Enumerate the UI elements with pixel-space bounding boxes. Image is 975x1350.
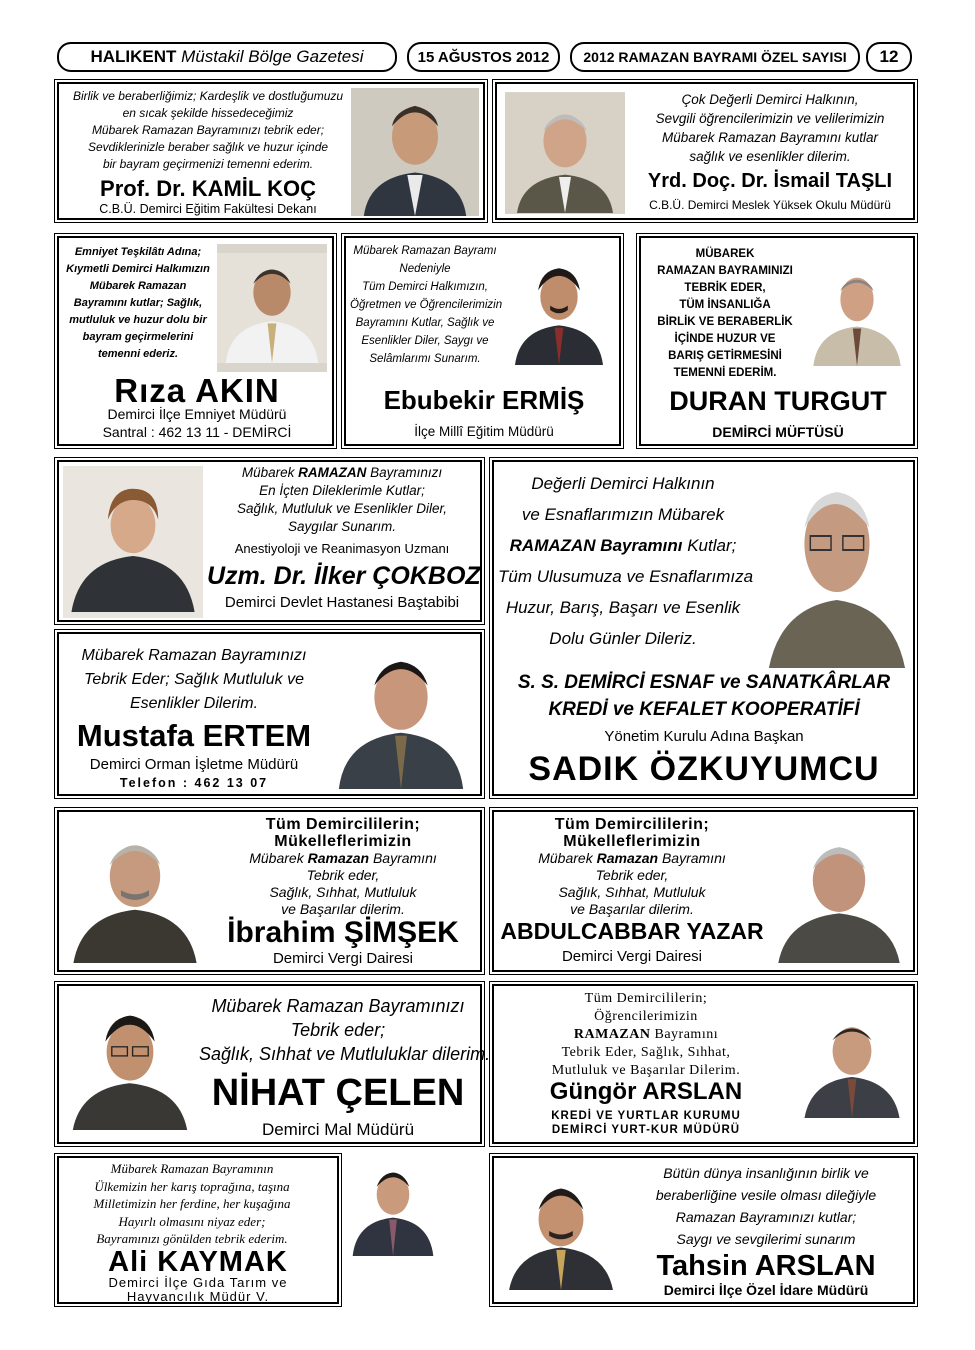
paper-subtitle: Müstakil Bölge Gazetesi [181, 47, 364, 66]
ad-kamil-koc [57, 82, 485, 220]
ad-message: Mübarek Ramazan Bayramı Nedeniyle Tüm Demirci Halkımızın, Öğretmen ve Öğrencilerimizin Bayramını Kutlar, Sağlık ve Esenlikler Diler, Saygı ve Selâmlarımı Sunarım. [350, 245, 503, 365]
ad-message: Mübarek Ramazan Bayramınızı Tebrik Eder; Sağlık Mutluluk ve Esenlikler Dilerim. [81, 647, 307, 712]
portrait-photo [760, 468, 908, 668]
ad-heading-1: Tüm Demircililerin; [265, 816, 421, 833]
ad-title: Demirci Devlet Hastanesi Baştabibi [224, 594, 460, 611]
issue-date: 15 AĞUSTOS 2012 [417, 48, 550, 66]
ad-title: DEMİRCİ MÜFTÜSÜ [712, 424, 844, 440]
page-number-pill [866, 42, 912, 72]
ad-message: Mübarek RAMAZAN Bayramınızı En İçten Dileklerimle Kutlar; Sağlık, Mutluluk ve Esenlikler Diler, Saygılar Sunarım. [236, 465, 448, 534]
ad-abdulcabbar-yazar [492, 810, 915, 972]
portrait-photo [770, 820, 908, 968]
portrait-photo [217, 244, 327, 372]
ad-message: Mübarek Ramazan Bayramını Tebrik eder, Sağlık, Sıhhat, Mutluluk ve Başarılar dilerim. [249, 850, 437, 917]
portrait-photo [317, 1160, 337, 1161]
ad-name: Mustafa ERTEM [76, 718, 312, 753]
issue-pill [570, 42, 860, 72]
ad-title: İlçe Millî Eğitim Müdürü [414, 424, 554, 439]
ad-title-2: DEMİRCİ YURT-KUR MÜDÜRÜ [551, 1124, 741, 1136]
ad-title-1: KREDİ VE YURTLAR KURUMU [551, 1110, 741, 1122]
ad-phone: Telefon : 462 13 07 [119, 776, 269, 790]
ad-duran-turgut [639, 236, 915, 446]
paper-name: HALIKENT [90, 47, 177, 66]
ad-message: Mübarek Ramazan Bayramını Tebrik eder, Sağlık, Sıhhat, Mutluluk ve Başarılar dilerim. [538, 850, 726, 917]
portrait-photo [798, 996, 906, 1132]
ad-name: NİHAT ÇELEN [211, 1072, 465, 1114]
ad-message: Tüm Demircililerin; Öğrencilerimizin RAMAZAN Bayramını Tebrik Eder, Sağlık, Sıhhat, Mutluluk ve Başarılar Dilerim. [551, 991, 741, 1078]
portrait-photo [327, 640, 475, 790]
ad-role: Yönetim Kurulu Adına Başkan [604, 728, 804, 745]
ad-message: MÜBAREK RAMAZAN BAYRAMINIZI TEBRİK EDER, TÜM İNSANLIĞA BİRLİK VE BERABERLİK İÇİNDE HUZUR VE BARIŞ GETİRMESİNİ TEMENNİ EDERİM. [657, 248, 793, 379]
ad-title: C.B.Ü. Demirci Meslek Yüksek Okulu Müdürü [649, 198, 891, 212]
ad-title-2: Hayvancılık Müdür V. [126, 1289, 270, 1304]
ad-nihat-celen [57, 984, 491, 1144]
ad-name: Yrd. Doç. Dr. İsmail TAŞLI [647, 170, 893, 192]
ad-org-line2: KREDİ ve KEFALET KOOPERATİFİ [548, 699, 860, 720]
portrait-photo [63, 466, 203, 618]
ad-ali-kaymak [57, 1156, 339, 1304]
issue-title: 2012 RAMAZAN BAYRAMI ÖZEL SAYISI [583, 49, 847, 65]
portrait-photo-kaymak [343, 1160, 443, 1256]
ad-riza-akin [57, 236, 334, 446]
ad-name: Rıza AKIN [114, 372, 280, 409]
ad-name: İbrahim ŞİMŞEK [227, 916, 459, 949]
ad-title: Demirci İlçe Özel İdare Müdürü [663, 1282, 869, 1298]
ad-message: Mübarek Ramazan Bayramınızı Tebrik eder; Sağlık, Sıhhat ve Mutluluklar dilerim. [199, 996, 491, 1064]
ad-title: C.B.Ü. Demirci Eğitim Fakültesi Dekanı [99, 202, 317, 216]
ad-sadik-ozkuyumcu [492, 460, 915, 796]
ad-name: Ebubekir ERMİŞ [383, 385, 585, 415]
page-number: 12 [879, 47, 899, 66]
ad-ismail-tasli [495, 82, 915, 220]
ad-ibrahim-simsek [57, 810, 482, 972]
ad-name: Tahsin ARSLAN [656, 1250, 876, 1282]
masthead-pill [57, 42, 397, 72]
ad-mustafa-ertem [57, 632, 482, 796]
ad-heading-2: Mükelleflerimizin [563, 833, 701, 850]
portrait-photo [65, 992, 195, 1138]
portrait-photo [351, 88, 479, 216]
ad-name: Ali KAYMAK [108, 1246, 288, 1278]
ad-title: Demirci Mal Müdürü [261, 1120, 415, 1139]
ad-name: DURAN TURGUT [669, 386, 887, 416]
ad-tahsin-arslan [492, 1156, 915, 1304]
date-pill [407, 42, 560, 72]
ad-ebubekir-ermis [344, 236, 621, 446]
ad-title: Demirci İlçe Emniyet Müdürü [107, 406, 287, 422]
ad-message: Bütün dünya insanlığının birlik ve beraberliğine vesile olması dileğiyle Ramazan Bayramınızı kutlar; Saygı ve sevgilerimi sunarım [655, 1165, 877, 1247]
portrait-photo [502, 1164, 620, 1298]
ad-title: Demirci Vergi Dairesi [272, 950, 414, 967]
ad-specialty: Anestiyoloji ve Reanimasyon Uzmanı [234, 541, 450, 556]
ad-phone: Santral : 462 13 11 - DEMİRCİ [102, 424, 292, 440]
ad-name: SADIK ÖZKUYUMCU [528, 750, 880, 788]
portrait-photo [65, 818, 205, 968]
portrait-photo [505, 92, 625, 214]
ad-title-1: Demirci İlçe Gıda Tarım ve [108, 1275, 288, 1290]
portrait-photo [504, 242, 614, 378]
portrait-photo [805, 246, 909, 382]
ad-message: Değerli Demirci Halkının ve Esnaflarımızın Mübarek RAMAZAN Bayramını Kutlar; Tüm Ulusumuza ve Esnaflarımıza Huzur, Barış, Başarı ve Esenlik Dolu Günler Dileriz. [498, 474, 754, 648]
ad-message: Birlik ve beraberliğimiz; Kardeşlik ve dostluğumuzu en sıcak şekilde hissedeceğimiz Mübarek Ramazan Bayramınızı tebrik eder; Sevdiklerinizle beraber sağlık ve huzur içinde bir bayram geçirmenizi temenni ederim. [72, 89, 344, 171]
ad-heading-1: Tüm Demircililerin; [554, 816, 710, 833]
ad-title: Demirci Orman İşletme Müdürü [89, 756, 299, 773]
ad-ilker-cokboz [57, 460, 482, 622]
ad-name: Prof. Dr. KAMİL KOÇ [100, 176, 316, 201]
ad-message: Mübarek Ramazan Bayramının Ülkemizin her karış toprağına, taşına Milletimizin her ferdine, her kuşağına Hayırlı olmasını niyaz eder; Bayramınızı gönülden tebrik ederim. [93, 1161, 291, 1246]
ad-name: ABDULCABBAR YAZAR [500, 918, 764, 944]
ad-name: Güngör ARSLAN [549, 1078, 743, 1105]
ad-org-line1: S. S. DEMİRCİ ESNAF ve SANATKÂRLAR [517, 672, 891, 693]
ad-gungor-arslan [492, 984, 915, 1144]
ad-title: Demirci Vergi Dairesi [561, 948, 703, 965]
ad-heading-2: Mükelleflerimizin [274, 833, 412, 850]
ad-name: Uzm. Dr. İlker ÇOKBOZ [207, 562, 481, 590]
ad-message: Çok Değerli Demirci Halkının, Sevgili öğrencilerimizin ve velilerimizin Mübarek Ramazan Bayramını kutlar sağlık ve esenlikler dilerim. [655, 92, 885, 164]
ad-message: Emniyet Teşkilâtı Adına; Kıymetli Demirci Halkımızın Mübarek Ramazan Bayramını kutlar; Sağlık, mutluluk ve huzur dolu bir bayram geçirmelerini temenni ederiz. [66, 246, 210, 360]
